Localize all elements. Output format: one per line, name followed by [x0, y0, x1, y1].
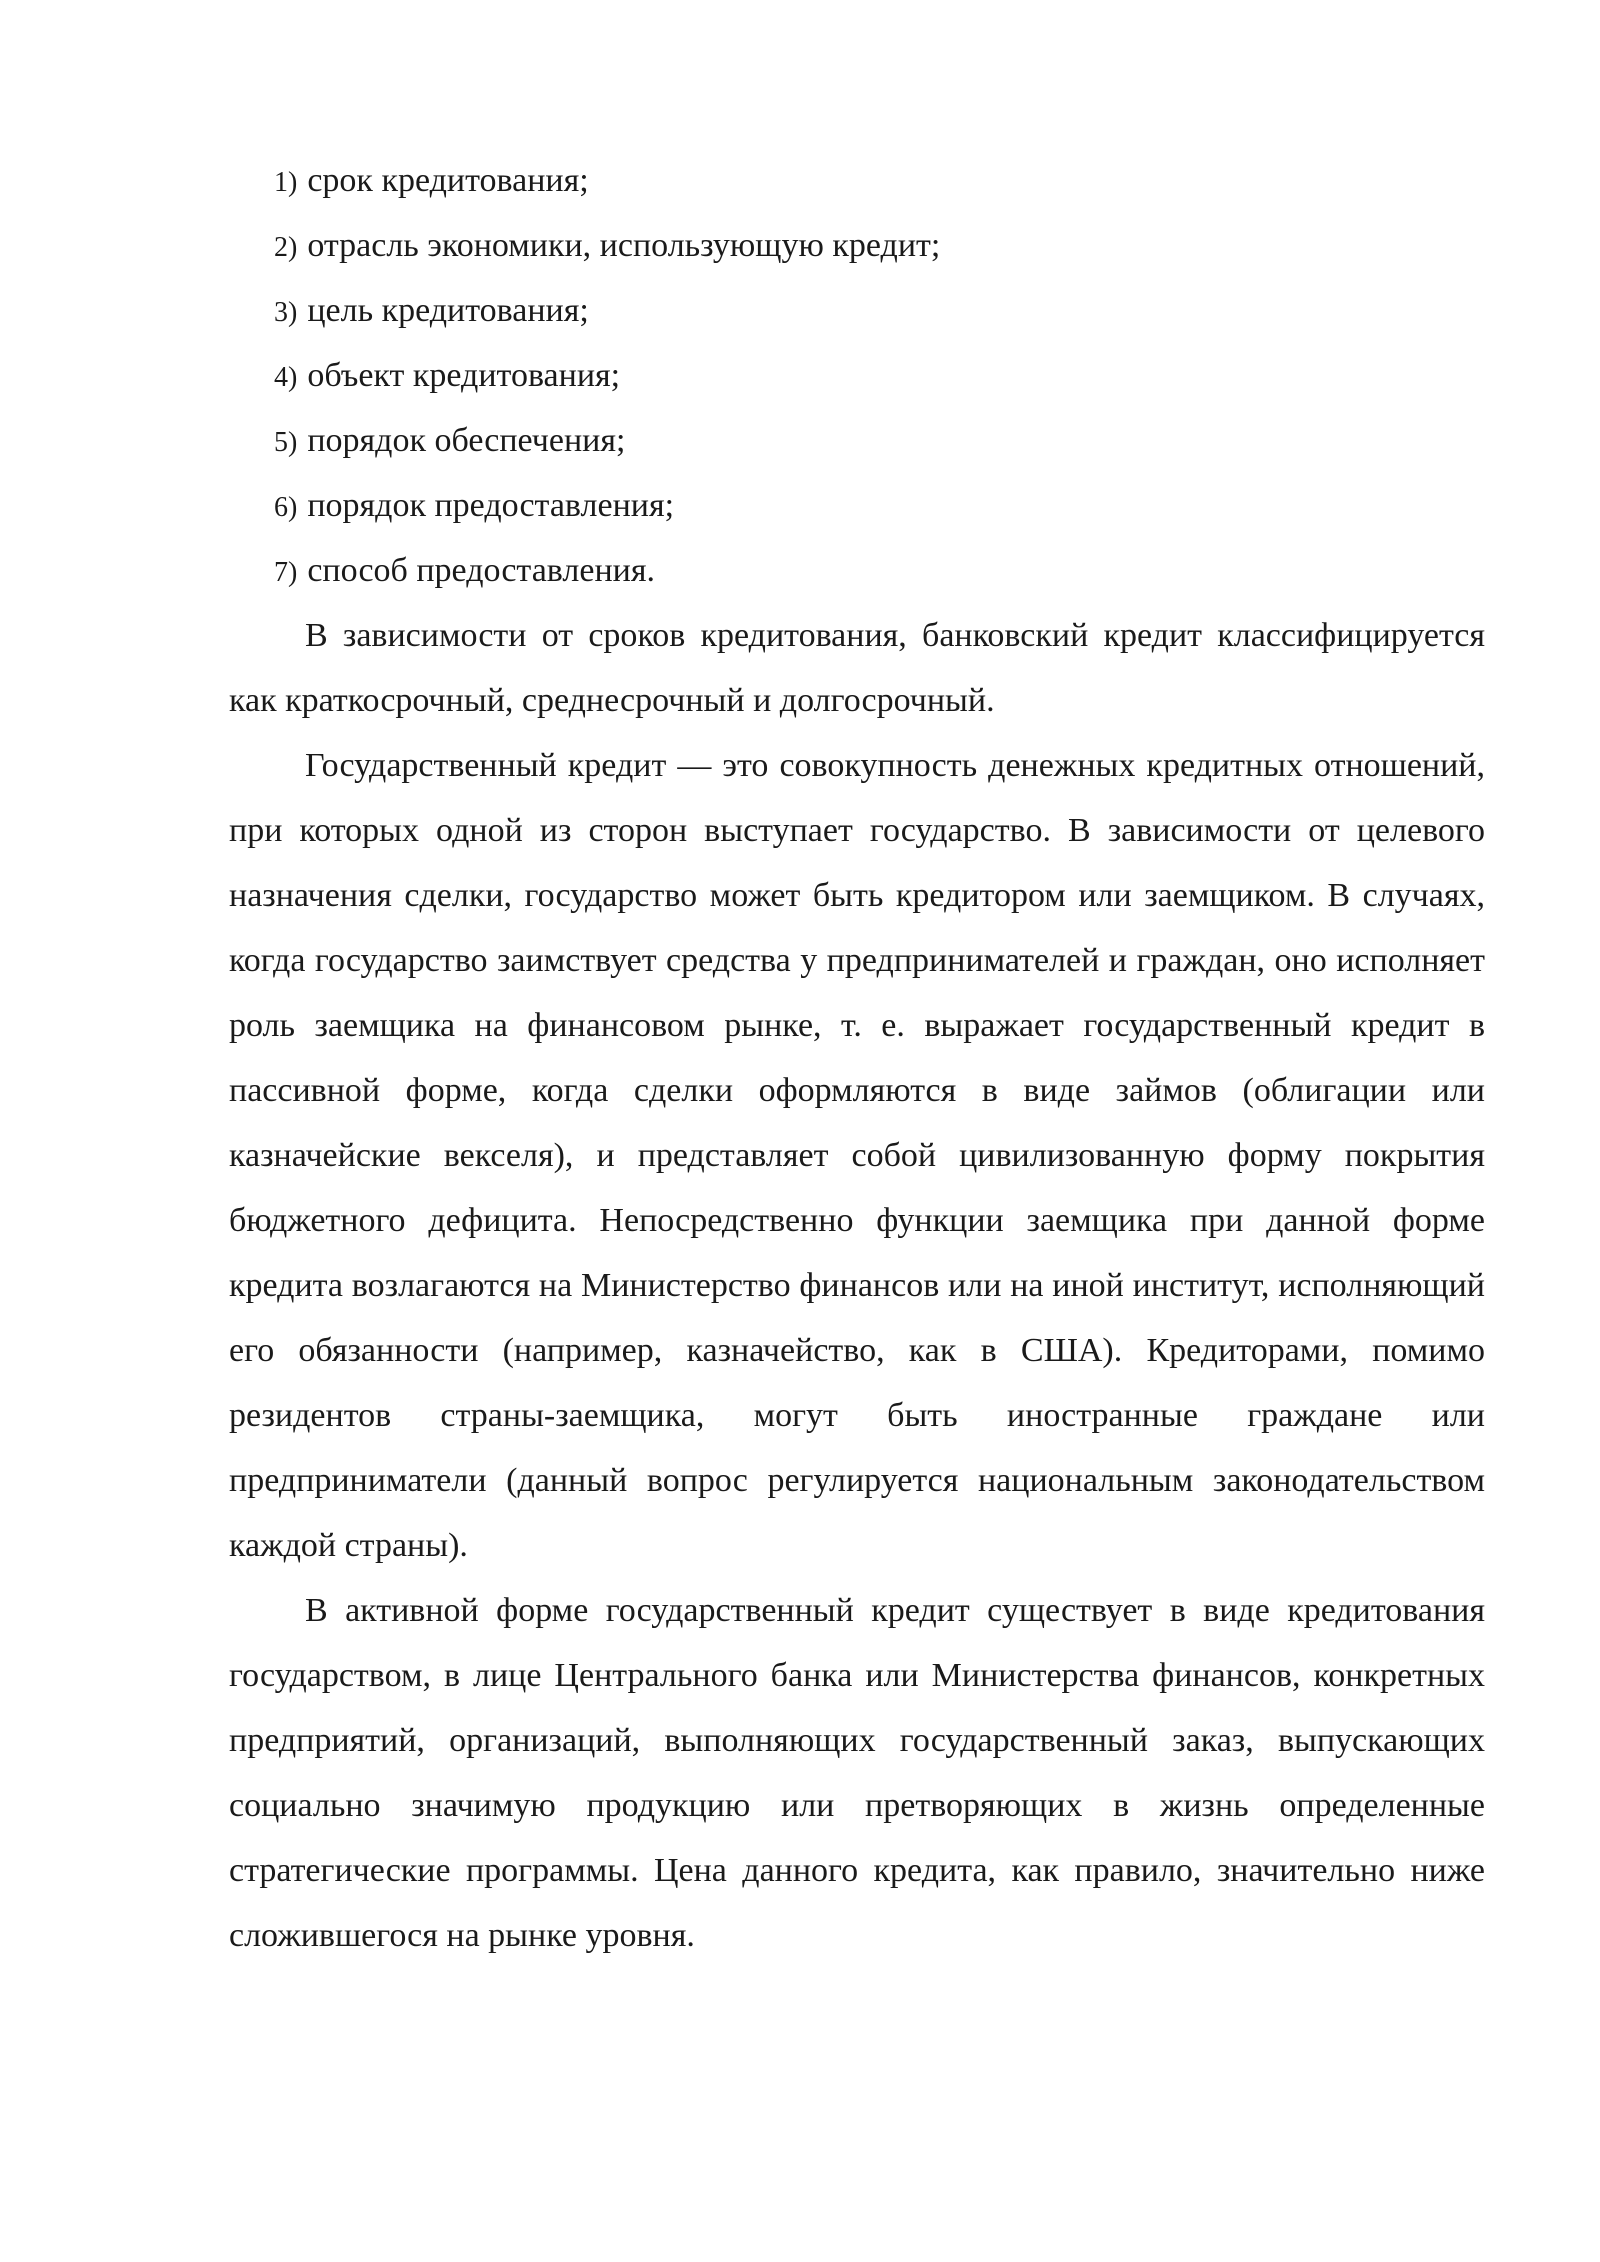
list-item	[229, 213, 1485, 278]
list-item-text: отрасль экономики, использующую кредит;	[307, 227, 941, 264]
list-item	[229, 278, 1485, 343]
list-item-text: цель кредитования;	[307, 292, 589, 329]
list-item-number: 1)	[274, 167, 298, 198]
paragraph-state-credit: Государственный кредит — это совокупность денежных кредитных отношений, при которых одной из сторон выступает государство. В зависимости от целевого назначения сделки, государство может быть кредитором или заемщиком. В случаях, когда государство заимствует средства у предпринимателей и граждан, оно исполняет роль заемщика на финансовом рынке, т. е. выражает государственный кредит в пассивной форме, когда сделки оформляются в виде займов (облигации или казначейские векселя), и представляет собой цивилизованную форму покрытия бюджетного дефицита. Непосредственно функции заемщика при данной форме кредита возлагаются на Министерство финансов или на иной институт, исполняющий его обязанности (например, казначейство, как в США). Кредиторами, помимо резидентов страны-заемщика, могут быть иностранные граждане или предприниматели (данный вопрос регулируется национальным законодательством каждой страны).	[229, 747, 1485, 1564]
list-item-text: порядок обеспечения;	[307, 422, 626, 459]
numbered-list	[229, 148, 1485, 603]
document-body	[229, 148, 1485, 1968]
list-item	[229, 473, 1485, 538]
list-item-number: 6)	[274, 492, 298, 523]
list-item-text: срок кредитования;	[307, 162, 589, 199]
list-item	[229, 343, 1485, 408]
list-item-number: 7)	[274, 557, 298, 588]
list-item-number: 3)	[274, 297, 298, 328]
list-item-number: 5)	[274, 427, 298, 458]
list-item	[229, 148, 1485, 213]
paragraph-credit-terms: В зависимости от сроков кредитования, банковский кредит классифицируется как краткосрочный, среднесрочный и долгосрочный.	[229, 617, 1485, 719]
list-item	[229, 538, 1485, 603]
paragraph-active-form: В активной форме государственный кредит существует в виде кредитования государством, в лице Центрального банка или Министерства финансов, конкретных предприятий, организаций, выполняющих государственный заказ, выпускающих социально значимую продукцию или претворяющих в жизнь определенные стратегические программы. Цена данного кредита, как правило, значительно ниже сложившегося на рынке уровня.	[229, 1592, 1485, 1954]
list-item-number: 2)	[274, 232, 298, 263]
list-item-text: объект кредитования;	[307, 357, 621, 394]
list-item-number: 4)	[274, 362, 298, 393]
list-item-text: способ предоставления.	[307, 552, 655, 589]
list-item-text: порядок предоставления;	[307, 487, 675, 524]
list-item	[229, 408, 1485, 473]
